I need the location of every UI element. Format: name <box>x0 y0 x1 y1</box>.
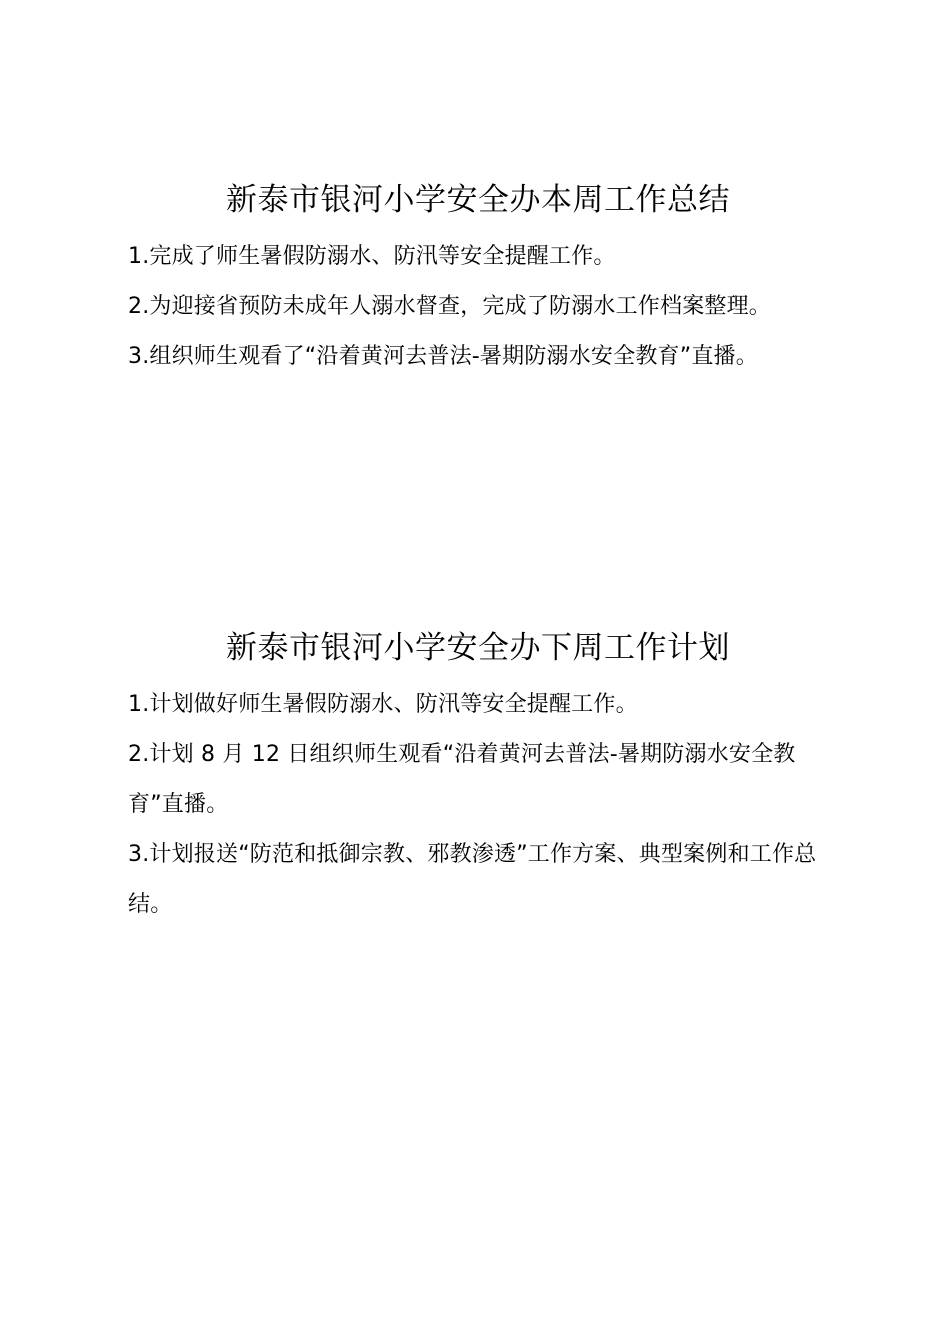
plan-item-list <box>128 680 828 930</box>
summary-item: 2.为迎接省预防未成年人溺水督查，完成了防溺水工作档案整理。 <box>128 294 771 319</box>
plan-item: 3.计划报送“防范和抵御宗教、邪教渗透”工作方案、典型案例和工作总结。 <box>128 842 817 917</box>
plan-title: 新泰市银河小学安全办下周工作计划 <box>226 630 730 666</box>
summary-title: 新泰市银河小学安全办本周工作总结 <box>226 182 730 218</box>
summary-item: 1.完成了师生暑假防溺水、防汛等安全提醒工作。 <box>128 244 616 269</box>
next-week-plan-section <box>128 622 828 930</box>
summary-item-list <box>128 232 828 382</box>
plan-item: 2.计划 8 月 12 日组织师生观看“沿着黄河去普法-暑期防溺水安全教育”直播。 <box>128 742 796 817</box>
plan-item: 1.计划做好师生暑假防溺水、防汛等安全提醒工作。 <box>128 692 638 717</box>
weekly-summary-section <box>128 174 828 382</box>
summary-item: 3.组织师生观看了“沿着黄河去普法-暑期防溺水安全教育”直播。 <box>128 344 758 369</box>
